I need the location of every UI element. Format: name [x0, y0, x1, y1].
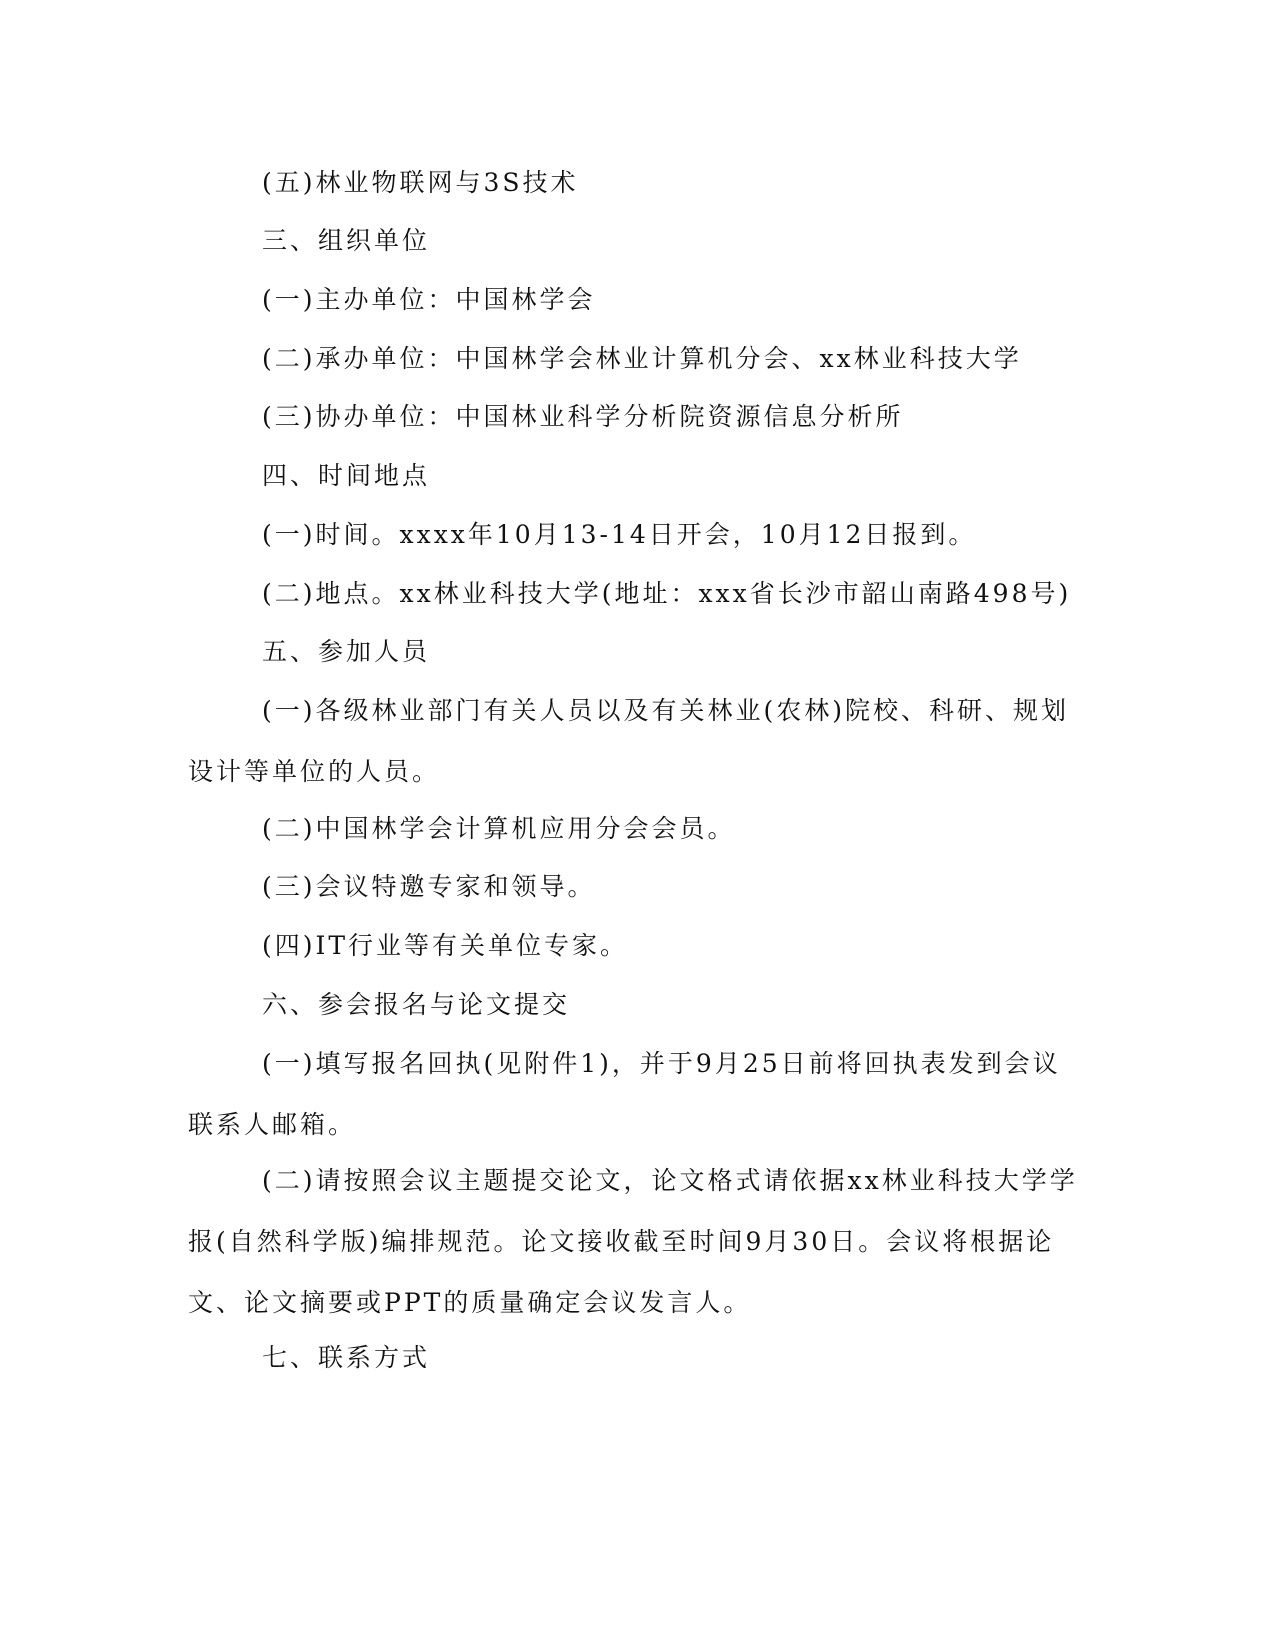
heading-contact: 七、联系方式: [262, 1343, 431, 1372]
organizer-undertaker: (二)承办单位：中国林学会林业计算机分会、xx林业科技大学: [262, 344, 1022, 373]
heading-participants: 五、参加人员: [262, 637, 431, 666]
organizer-host: (一)主办单位：中国林学会: [262, 285, 596, 314]
heading-time-place: 四、时间地点: [262, 461, 431, 490]
registration-1: (一)填写报名回执(见附件1)，并于9月25日前将回执表发到会议联系人邮箱。: [188, 1049, 1061, 1139]
registration-2: (二)请按照会议主题提交论文，论文格式请依据xx林业科技大学学报(自然科学版)编排规范。论文接收截至时间9月30日。会议将根据论文、论文摘要或PPT的质量确定会议发言人。: [188, 1166, 1078, 1317]
participants-2: (二)中国林学会计算机应用分会会员。: [262, 814, 736, 843]
organizer-co-host: (三)协办单位：中国林业科学分析院资源信息分析所: [262, 402, 904, 431]
meeting-time: (一)时间。xxxx年10月13-14日开会，10月12日报到。: [262, 520, 977, 549]
participants-1: (一)各级林业部门有关人员以及有关林业(农林)院校、科研、规划设计等单位的人员。: [188, 696, 1070, 786]
heading-registration: 六、参会报名与论文提交: [262, 990, 571, 1019]
heading-organizers: 三、组织单位: [262, 226, 431, 255]
meeting-place: (二)地点。xx林业科技大学(地址：xxx省长沙市韶山南路498号): [262, 579, 1072, 608]
section-item-5-iot: (五)林业物联网与3S技术: [262, 168, 579, 197]
participants-4: (四)IT行业等有关单位专家。: [262, 931, 629, 960]
participants-3: (三)会议特邀专家和领导。: [262, 872, 596, 901]
